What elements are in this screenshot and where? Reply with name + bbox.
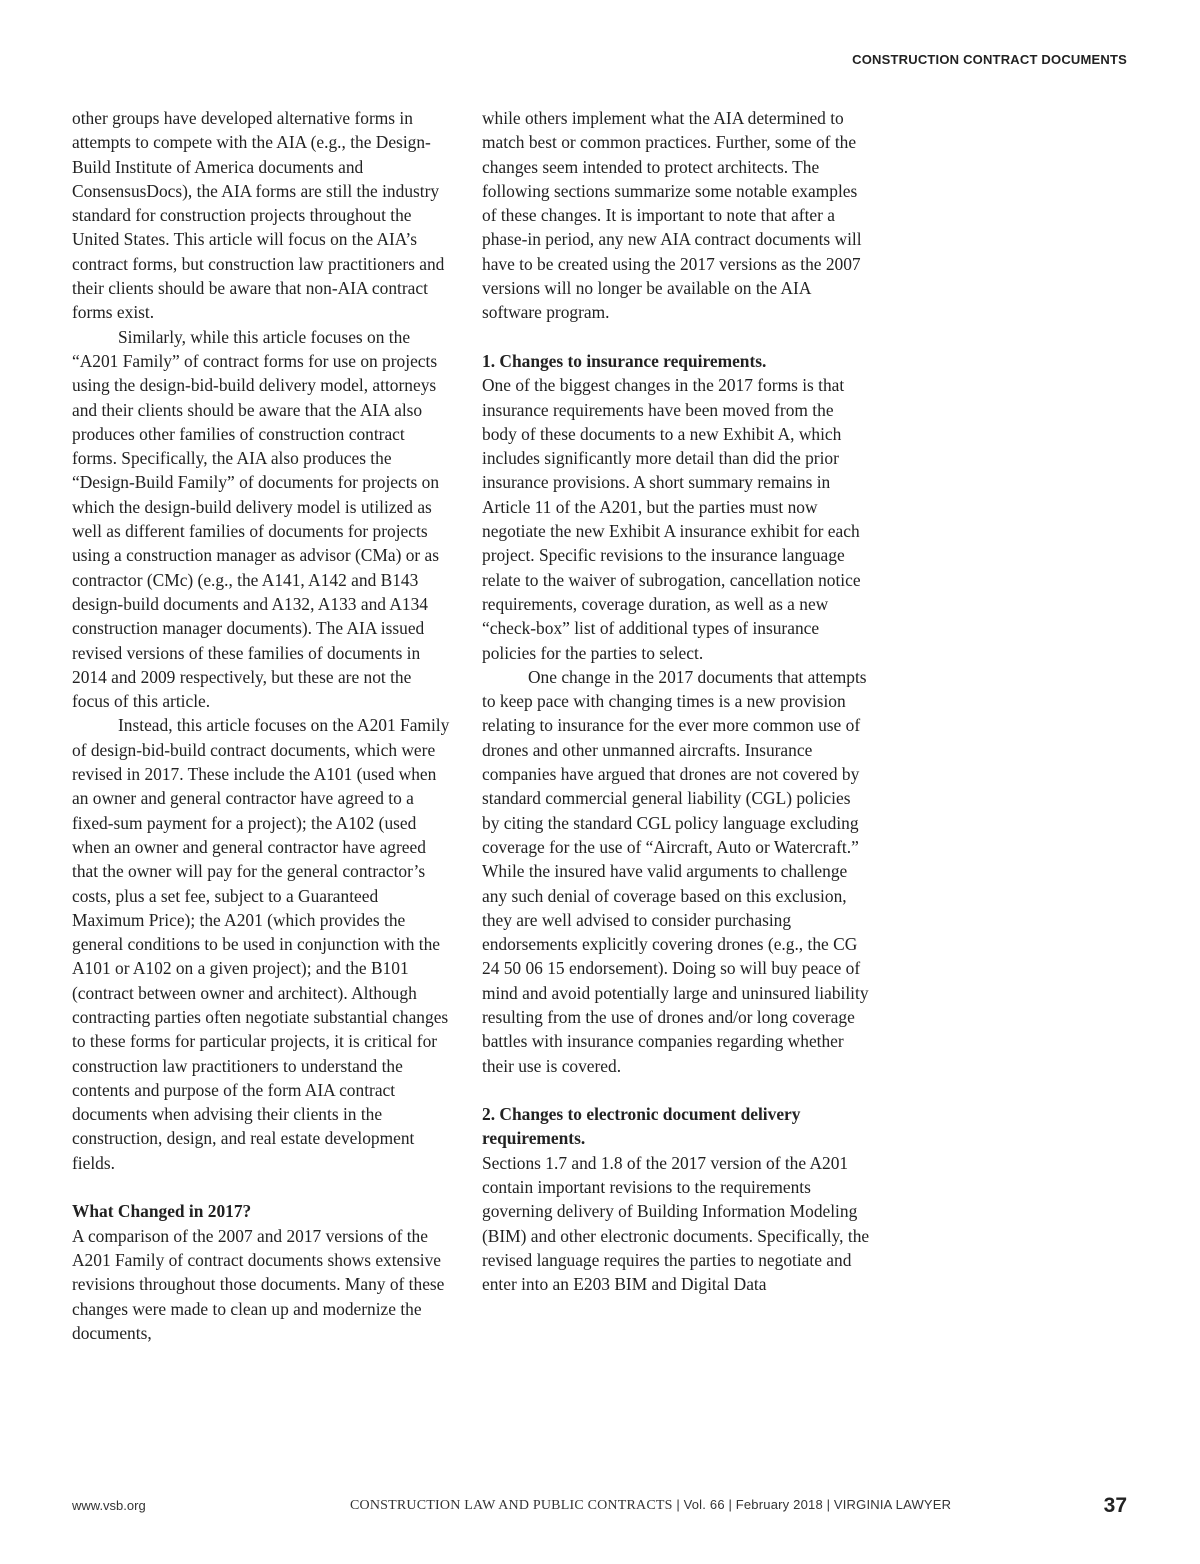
body-paragraph: One change in the 2017 documents that attempts to keep pace with changing times is a new provision relating to insurance for the ever more common use of drones and other unmanned aircrafts. Insurance companies have argued that drones are not covered by standard commercial general liability (CGL) policies by citing the standard CGL policy language excluding coverage for the use of “Aircraft, Auto or Watercraft.” While the insured have valid arguments to challenge any such denial of coverage based on this exclusion, they are well advised to consider purchasing endorsements explicitly covering drones (e.g., the CG 24 50 06 15 endorsement). Doing so will buy peace of mind and avoid potentially large and uninsured liability resulting from the use of drones and/or long coverage battles with insurance companies regarding whether their use is covered.	[482, 666, 869, 1076]
section-heading: 2. Changes to electronic document delivery requirements.	[482, 1104, 801, 1149]
page-footer	[72, 1494, 1127, 1524]
body-paragraph: other groups have developed alternative forms in attempts to compete with the AIA (e.g., the Design-Build Institute of America documents and ConsensusDocs), the AIA forms are still the industry standard for construction projects throughout the United States. This article will focus on the AIA’s contract forms, but construction law practitioners and their clients should be aware that non-AIA contract forms exist.	[72, 108, 445, 323]
website-link[interactable]: www.vsb.org	[72, 1498, 146, 1513]
footer-publication-line	[350, 1497, 951, 1514]
section-name: CONSTRUCTION LAW AND PUBLIC CONTRACTS	[350, 1498, 673, 1513]
left-column	[72, 106, 452, 1345]
body-paragraph: A comparison of the 2007 and 2017 versions of the A201 Family of contract documents shows extensive revisions throughout those documents. Many of these changes were made to clean up and modernize the documents,	[72, 1225, 445, 1343]
footer-separator: |	[728, 1497, 733, 1512]
body-paragraph: One of the biggest changes in the 2017 forms is that insurance requirements have been moved from the body of these documents to a new Exhibit A, which includes significantly more detail than did the prior insurance provisions. A short summary remains in Article 11 of the A201, but the parties must now negotiate the new Exhibit A insurance exhibit for each project. Specific revisions to the insurance language relate to the waiver of subrogation, cancellation notice requirements, coverage duration, as well as a new “check-box” list of additional types of insurance policies for the parties to select.	[482, 375, 861, 663]
footer-separator: |	[676, 1497, 680, 1512]
running-head: CONSTRUCTION CONTRACT DOCUMENTS	[852, 52, 1127, 67]
footer-separator: |	[826, 1497, 831, 1512]
volume-label: Vol. 66	[683, 1497, 725, 1512]
body-paragraph: Sections 1.7 and 1.8 of the 2017 version of the A201 contain important revisions to the requirements governing delivery of Building Information Modeling (BIM) and other electronic documents. Specifically, the revised language requires the parties to negotiate and enter into an E203 BIM and Digital Data	[482, 1152, 870, 1295]
body-paragraph: while others implement what the AIA determined to match best or common practices. Further, some of the changes seem intended to protect architects. The following sections summarize some notable examples of these changes. It is important to note that after a phase-in period, any new AIA contract documents will have to be created using the 2017 versions as the 2007 versions will no longer be available on the AIA software program.	[482, 108, 862, 323]
page-number: 37	[1103, 1494, 1127, 1517]
body-paragraph: Similarly, while this article focuses on the “A201 Family” of contract forms for use on projects using the design-bid-build delivery model, attorneys and their clients should be aware that the AIA also produces other families of construction contract forms. Specifically, the AIA also produces the “Design-Build Family” of documents for projects on which the design-build delivery model is utilized as well as different families of documents for projects using a construction manager as advisor (CMa) or as contractor (CMc) (e.g., the A141, A142 and B143 design-build documents and A132, A133 and A134 construction manager documents). The AIA issued revised versions of these families of documents in 2014 and 2009 respectively, but these are not the focus of this article.	[72, 326, 440, 712]
magazine-name: VIRGINIA LAWYER	[833, 1497, 952, 1512]
right-column	[482, 106, 872, 1297]
issue-date: February 2018	[735, 1497, 823, 1512]
section-heading: What Changed in 2017?	[72, 1201, 252, 1222]
body-paragraph: Instead, this article focuses on the A201 Family of design-bid-build contract documents, which were revised in 2017. These include the A101 (used when an owner and general contractor have agreed to a fixed-sum payment for a project); the A102 (used when an owner and general contractor have agreed that the owner will pay for the general contractor’s costs, plus a set fee, subject to a Guaranteed Maximum Price); the A201 (which provides the general conditions to be used in conjunction with the A101 or A102 on a given project); and the B101 (contract between owner and architect). Although contracting parties often negotiate substantial changes to these forms for particular projects, it is critical for construction law practitioners to understand the contents and purpose of the form AIA contract documents when advising their clients in the construction, design, and real estate development fields.	[72, 715, 450, 1173]
section-heading: 1. Changes to insurance requirements.	[482, 350, 767, 371]
